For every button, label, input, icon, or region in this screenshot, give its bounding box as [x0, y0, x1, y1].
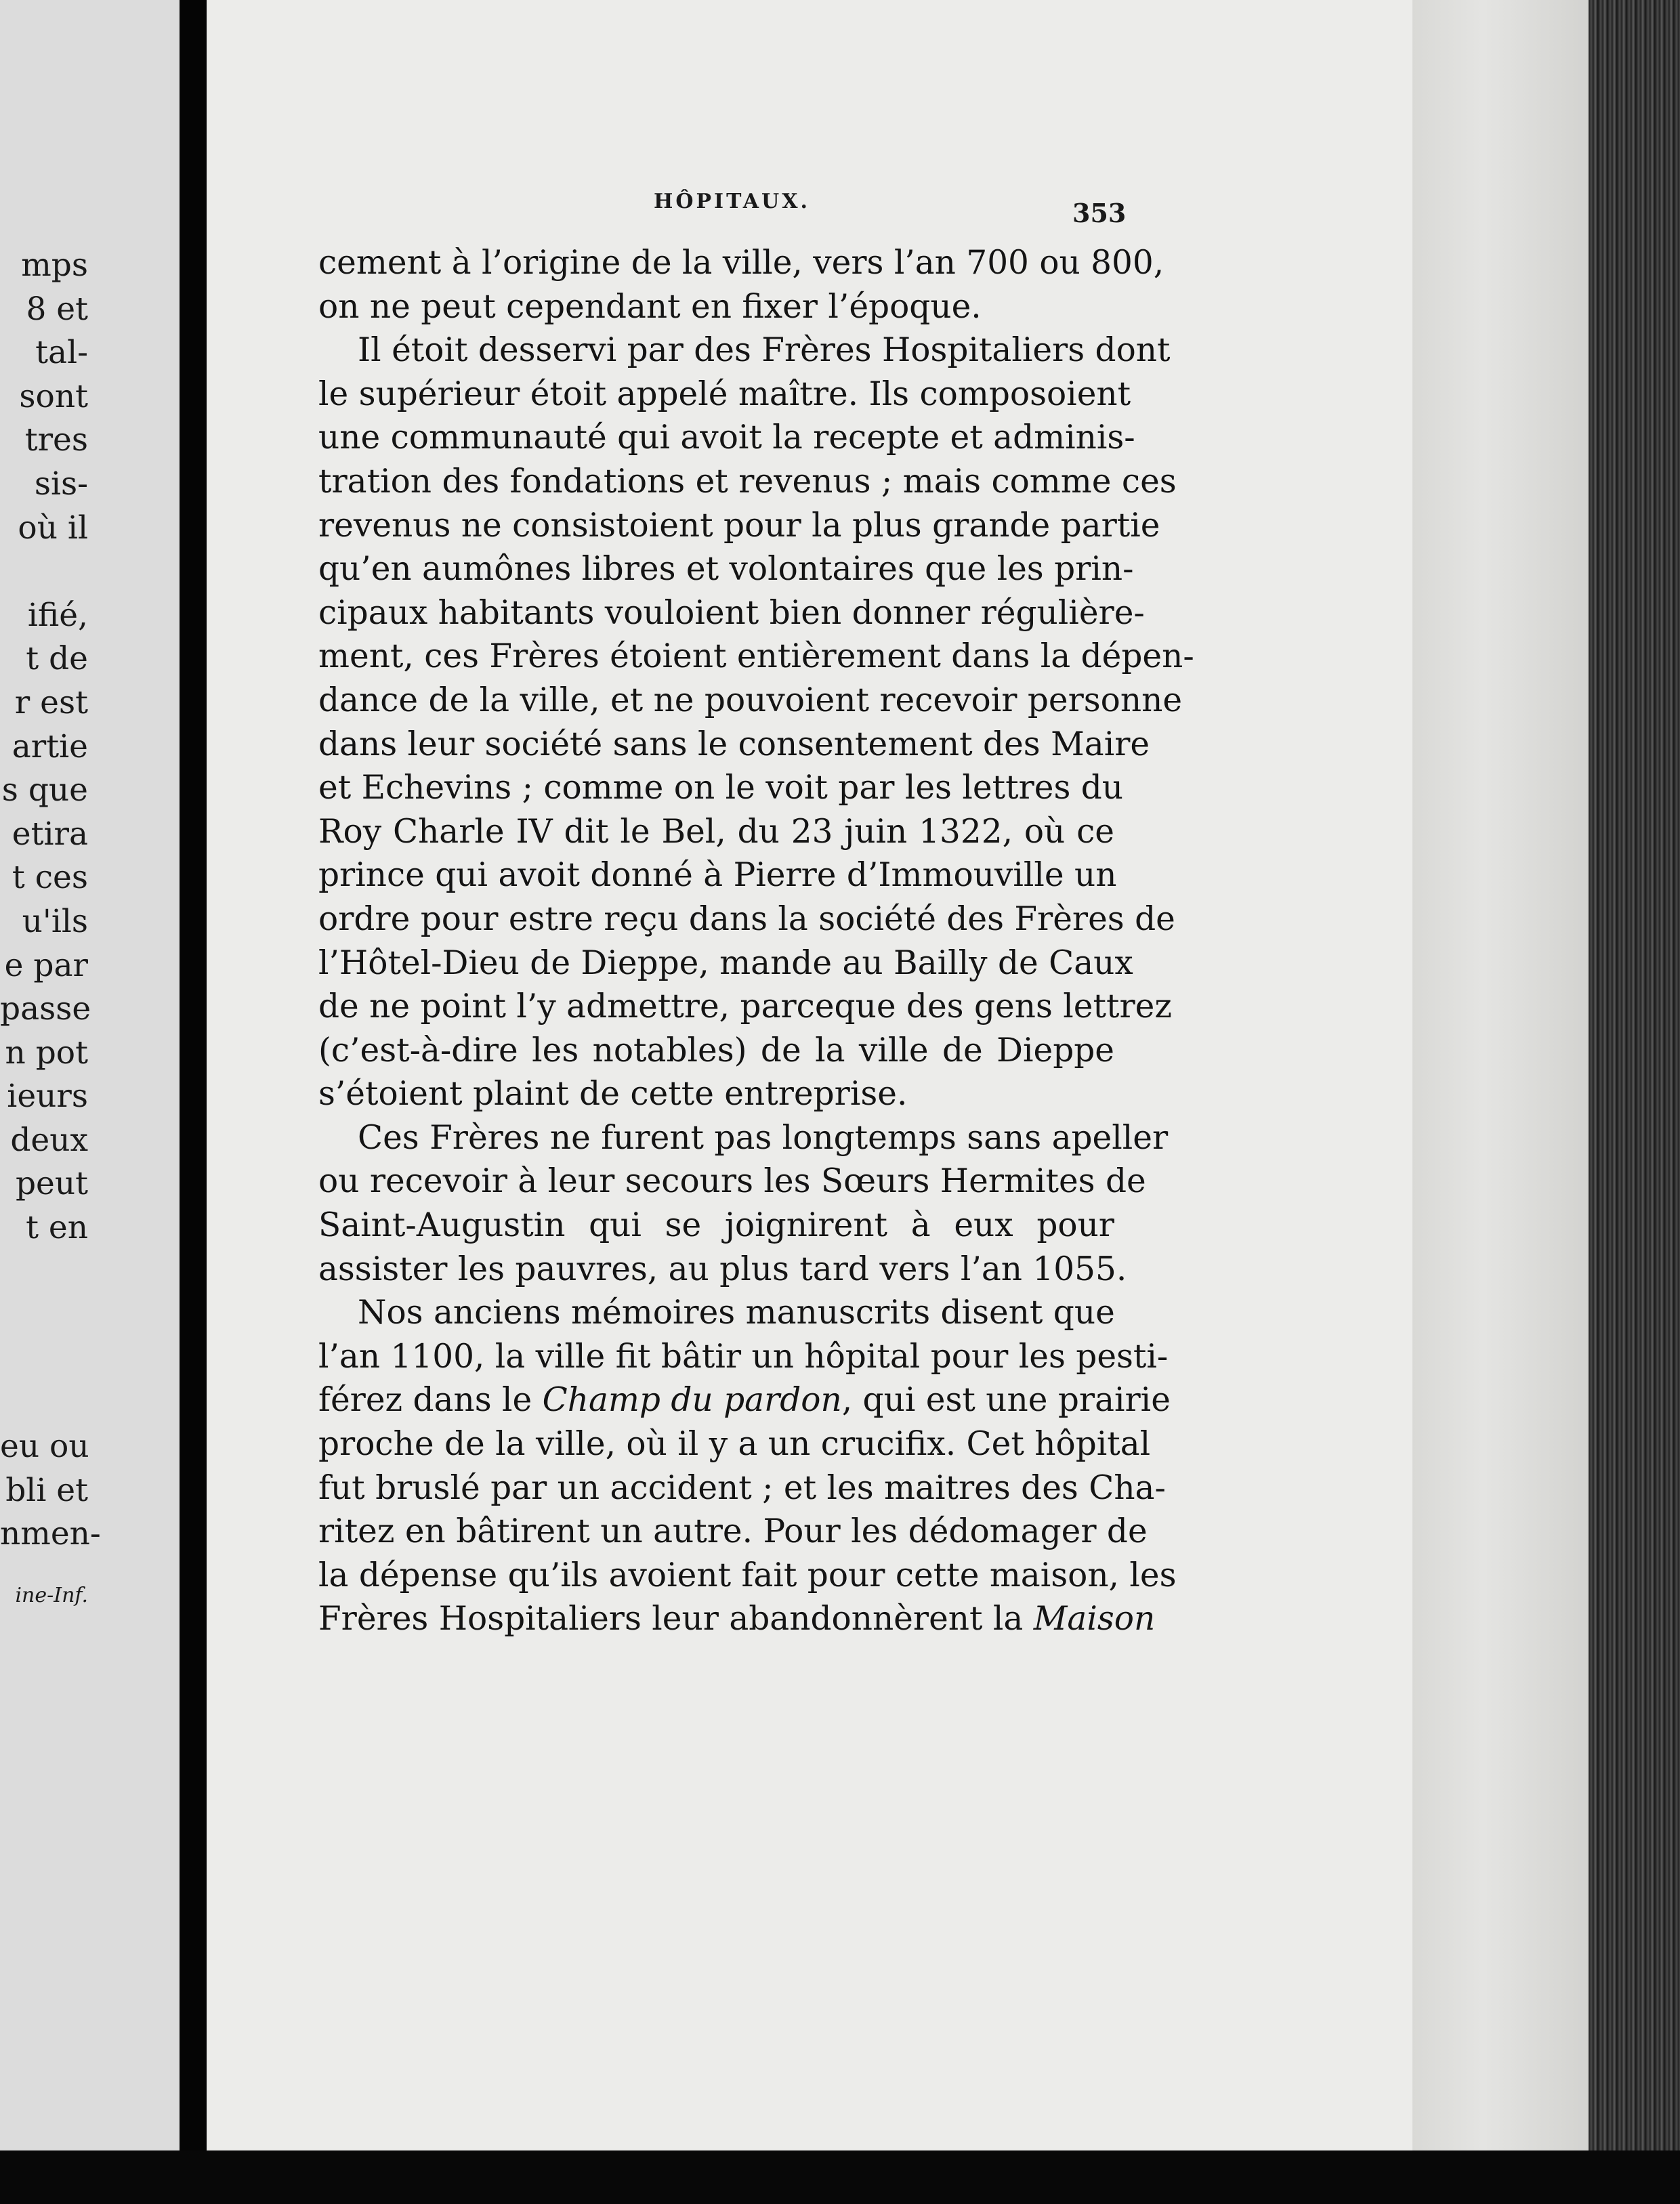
left-line: tal-: [35, 334, 88, 372]
text-line: Saint-Augustin qui se joignirent à eux pour: [318, 1206, 1114, 1245]
text-line: on ne peut cependant en fixer l’époque.: [318, 287, 982, 326]
text-line: tration des fondations et revenus ; mais comme ces: [318, 462, 1177, 501]
italic-word: Maison: [1033, 1600, 1156, 1638]
text-line: ritez en bâtirent un autre. Pour les dédomager de: [318, 1512, 1148, 1551]
text-fragment: férez dans le: [318, 1381, 532, 1420]
text-line: Ces Frères ne furent pas longtemps sans apeller: [358, 1118, 1169, 1157]
italic-place-name: Champ du pardon: [542, 1381, 842, 1420]
left-gap: [0, 1338, 88, 1382]
running-head: HÔPITAUX.: [654, 190, 810, 213]
left-line: mps: [21, 247, 88, 284]
paragraph: [318, 329, 1194, 1116]
left-line: bli et: [5, 1471, 88, 1509]
page-number: 353: [1072, 198, 1127, 228]
text-line: cement à l’origine de la ville, vers l’an 700 ou 800,: [318, 244, 1164, 282]
bottom-edge: [0, 2150, 1680, 2204]
left-line: t ces: [12, 859, 88, 897]
text-line: ordre pour estre reçu dans la société des Frères de: [318, 899, 1175, 938]
left-line: r est: [14, 683, 88, 721]
text-line: s’étoient plaint de cette entreprise.: [318, 1075, 908, 1114]
left-line: sis-: [34, 465, 88, 503]
left-line: tres: [24, 421, 88, 459]
left-gap: [0, 1381, 88, 1425]
text-line: assister les pauvres, au plus tard vers l’an 1055.: [318, 1250, 1127, 1288]
book-fore-edge: [1589, 0, 1680, 2204]
left-line: artie: [12, 727, 88, 765]
text-line: prince qui avoit donné à Pierre d’Immouville un: [318, 856, 1117, 895]
left-gap: [0, 1294, 88, 1338]
text-line: [318, 1378, 1171, 1422]
left-line: t en: [26, 1209, 88, 1247]
text-line: [318, 1597, 1156, 1641]
text-fragment: Frères Hospitaliers leur abandonnèrent la: [318, 1600, 1024, 1638]
paragraph: [318, 1116, 1169, 1291]
left-line: sont: [19, 377, 88, 415]
text-line: cipaux habitants vouloient bien donner régulière-: [318, 593, 1145, 632]
left-gap: [0, 1250, 88, 1294]
text-line: ou recevoir à leur secours les Sœurs Hermites de: [318, 1162, 1146, 1201]
left-gap: [0, 550, 88, 594]
text-line: dans leur société sans le consentement des Maire: [318, 725, 1150, 763]
left-line: passe: [0, 990, 91, 1028]
left-line: t de: [26, 640, 88, 678]
left-facing-page: [0, 0, 180, 2150]
book-gutter: [180, 0, 207, 2204]
left-line: eu ou: [0, 1428, 89, 1466]
text-line: dance de la ville, et ne pouvoient recevoir personne: [318, 681, 1183, 719]
text-line: qu’en aumônes libres et volontaires que les prin-: [318, 550, 1134, 589]
text-line: de ne point l’y admettre, parceque des gens lettrez: [318, 988, 1172, 1026]
left-line: etira: [12, 815, 88, 853]
text-line: proche de la ville, où il y a un crucifix. Cet hôpital: [318, 1425, 1151, 1464]
text-line: fut bruslé par un accident ; et les maitres des Cha-: [318, 1468, 1166, 1507]
left-line: n pot: [5, 1034, 88, 1072]
text-line: Nos anciens mémoires manuscrits disent que: [358, 1294, 1115, 1332]
left-page-footnote: ine-Inf.: [15, 1584, 88, 1607]
text-fragment: , qui est une prairie: [841, 1381, 1171, 1420]
text-line: l’Hôtel-Dieu de Dieppe, mande au Bailly de Caux: [318, 944, 1133, 982]
text-line: ment, ces Frères étoient entièrement dans la dépen-: [318, 637, 1194, 676]
paragraph: [318, 241, 1164, 329]
left-line: nmen-: [0, 1515, 101, 1553]
page-stack-edge: [1412, 0, 1589, 2204]
left-line: u'ils: [22, 902, 88, 940]
text-line: Roy Charle IV dit le Bel, du 23 juin 1322, où ce: [318, 812, 1114, 851]
text-line: une communauté qui avoit la recepte et adminis-: [318, 419, 1135, 457]
left-line: où il: [18, 509, 88, 547]
text-line: l’an 1100, la ville fit bâtir un hôpital pour les pesti-: [318, 1337, 1169, 1376]
left-line: e par: [4, 946, 88, 984]
left-line: ieurs: [7, 1078, 88, 1116]
text-line: revenus ne consistoient pour la plus grande partie: [318, 506, 1160, 545]
paragraph: [318, 1291, 1177, 1641]
text-line: (c’est-à-dire les notables) de la ville de Dieppe: [318, 1031, 1114, 1069]
left-page-text: [0, 244, 101, 1556]
left-line: deux: [10, 1121, 88, 1159]
text-line: la dépense qu’ils avoient fait pour cette maison, les: [318, 1556, 1177, 1594]
text-line: le supérieur étoit appelé maître. Ils composoient: [318, 375, 1131, 413]
left-line: peut: [15, 1165, 88, 1203]
left-line: 8 et: [26, 290, 88, 328]
text-line: Il étoit desservi par des Frères Hospitaliers dont: [358, 331, 1171, 370]
left-line: ifié,: [27, 596, 88, 634]
body-text: [318, 241, 1194, 1641]
left-line: s que: [1, 771, 88, 809]
text-line: et Echevins ; comme on le voit par les lettres du: [318, 769, 1124, 807]
